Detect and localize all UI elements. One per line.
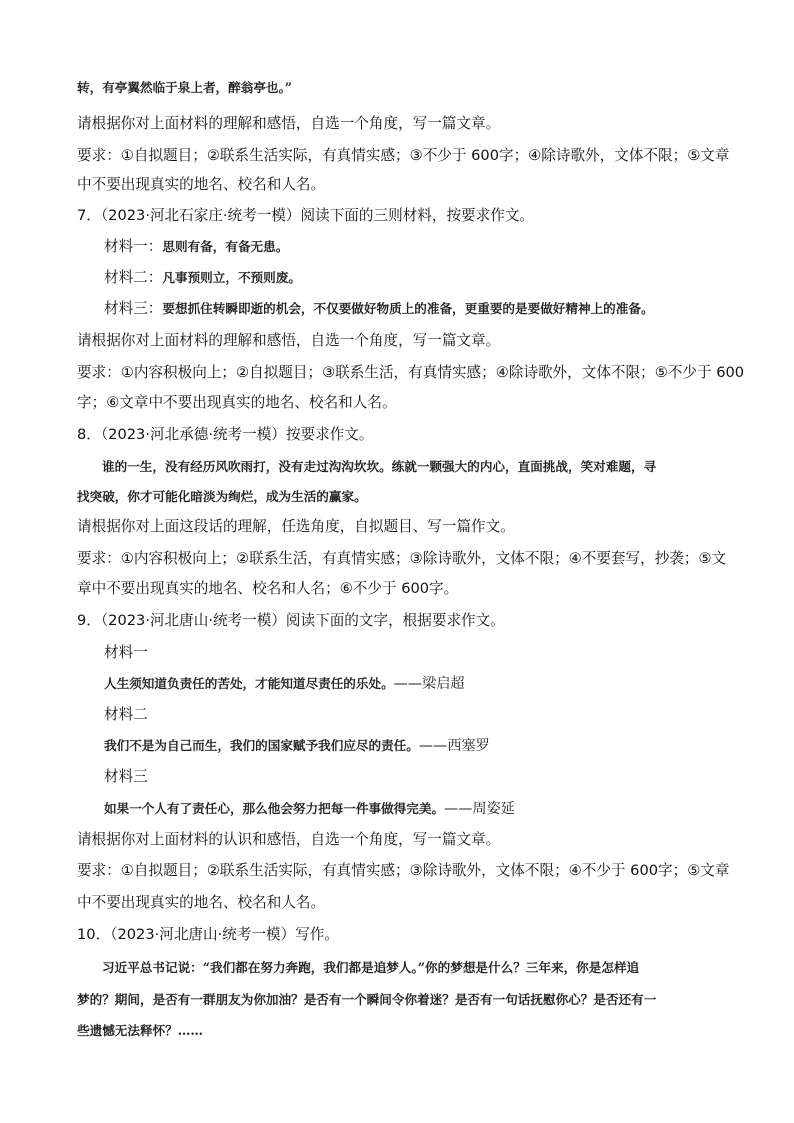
q7-material-2-label: 材料二：	[104, 269, 163, 286]
q10-passage-line-2: 梦的？期间，是否有一群朋友为你加油？是否有一个瞬间令你着迷？是否有一句话抚慰你心？是否还有一	[77, 992, 657, 1007]
question-7-title: 7．（2023·河北石家庄·统考一模）阅读下面的三则材料，按要求作文。	[77, 207, 535, 224]
q9-material-2-label: 材料二	[104, 706, 148, 723]
q9-material-2-quote: 我们不是为自己而生，我们的国家赋予我们应尽的责任。	[104, 738, 419, 753]
q7-task: 请根据你对上面材料的理解和感悟，自选一个角度，写一篇文章。	[77, 332, 501, 349]
q9-material-3-label: 材料三	[104, 768, 148, 785]
q9-material-3-quote: 如果一个人有了责任心，那么他会努力把每一件事做得完美。	[104, 801, 445, 816]
q7-requirements-line-2: 字；⑥文章中不要出现真实的地名、校名和人名。	[77, 394, 397, 411]
q7-material-1-label: 材料一：	[104, 238, 163, 255]
q8-requirements-line-2: 章中不要出现真实的地名、校名和人名；⑥不少于 600字。	[77, 580, 459, 597]
q10-passage-line-3: 些遗憾无法释怀？……	[77, 1023, 203, 1038]
q9-material-2-author: ——西塞罗	[418, 738, 490, 754]
q8-requirements-line-1: 要求：①内容积极向上；②联系生活，有真情实感；③除诗歌外，文体不限；④不要套写，抄袭；⑤文	[77, 550, 727, 567]
previous-requirements-line-2: 中不要出现真实的地名、校名和人名。	[77, 176, 326, 193]
q9-material-2-text	[104, 736, 490, 756]
q9-requirements-line-1: 要求：①自拟题目；②联系生活实际，有真情实感；③除诗歌外，文体不限；④不少于 600字；⑤文章	[77, 862, 730, 879]
previous-requirements-line-1: 要求：①自拟题目；②联系生活实际，有真情实感；③不少于 600字；④除诗歌外，文体不限；⑤文章	[77, 147, 730, 164]
q8-task: 请根据你对上面这段话的理解，任选角度，自拟题目、写一篇作文。	[77, 518, 515, 535]
q7-requirements-line-1: 要求：①内容积极向上；②自拟题目；③联系生活，有真情实感；④除诗歌外，文体不限；⑤不少于 600	[77, 364, 745, 381]
q9-task: 请根据你对上面材料的认识和感悟，自选一个角度，写一篇文章。	[77, 831, 501, 848]
q8-passage-line-1: 谁的一生，没有经历风吹雨打，没有走过沟沟坎坎。练就一颗强大的内心，直面挑战，笑对难题，寻	[102, 459, 657, 474]
question-9-title: 9．（2023·河北唐山·统考一模）阅读下面的文字，根据要求作文。	[77, 612, 505, 629]
q7-material-3	[104, 299, 654, 319]
q9-material-3-author: ——周姿延	[444, 801, 515, 817]
q7-material-3-label: 材料三：	[104, 300, 163, 317]
previous-material-tail: 转，有亭翼然临于泉上者，醉翁亭也。”	[77, 80, 293, 95]
question-10-title: 10．（2023·河北唐山·统考一模）写作。	[77, 926, 340, 943]
q9-material-1-text	[104, 674, 465, 694]
q9-material-1-author: ——梁启超	[393, 676, 465, 692]
q9-material-3-text	[104, 799, 515, 819]
q9-requirements-line-2: 中不要出现真实的地名、校名和人名。	[77, 894, 326, 911]
q7-material-2	[104, 268, 301, 288]
previous-task-line: 请根据你对上面材料的理解和感悟，自选一个角度，写一篇文章。	[77, 115, 501, 132]
question-8-title: 8．（2023·河北承德·统考一模）按要求作文。	[77, 426, 374, 443]
q9-material-1-label: 材料一	[104, 644, 148, 661]
q10-passage-line-1: 习近平总书记说：“我们都在努力奔跑，我们都是追梦人。”你的梦想是什么？三年来，你是怎样追	[102, 960, 640, 975]
q7-material-3-text: 要想抓住转瞬即逝的机会，不仅要做好物质上的准备，更重要的是要做好精神上的准备。	[162, 301, 654, 316]
q7-material-1-text: 思则有备，有备无患。	[162, 239, 289, 254]
q9-material-1-quote: 人生须知道负责任的苦处，才能知道尽责任的乐处。	[104, 676, 394, 691]
q8-passage-line-2: 找突破，你才可能化暗淡为绚烂，成为生活的赢家。	[77, 489, 367, 504]
q7-material-1	[104, 237, 288, 257]
q7-material-2-text: 凡事预则立，不预则废。	[162, 270, 301, 285]
